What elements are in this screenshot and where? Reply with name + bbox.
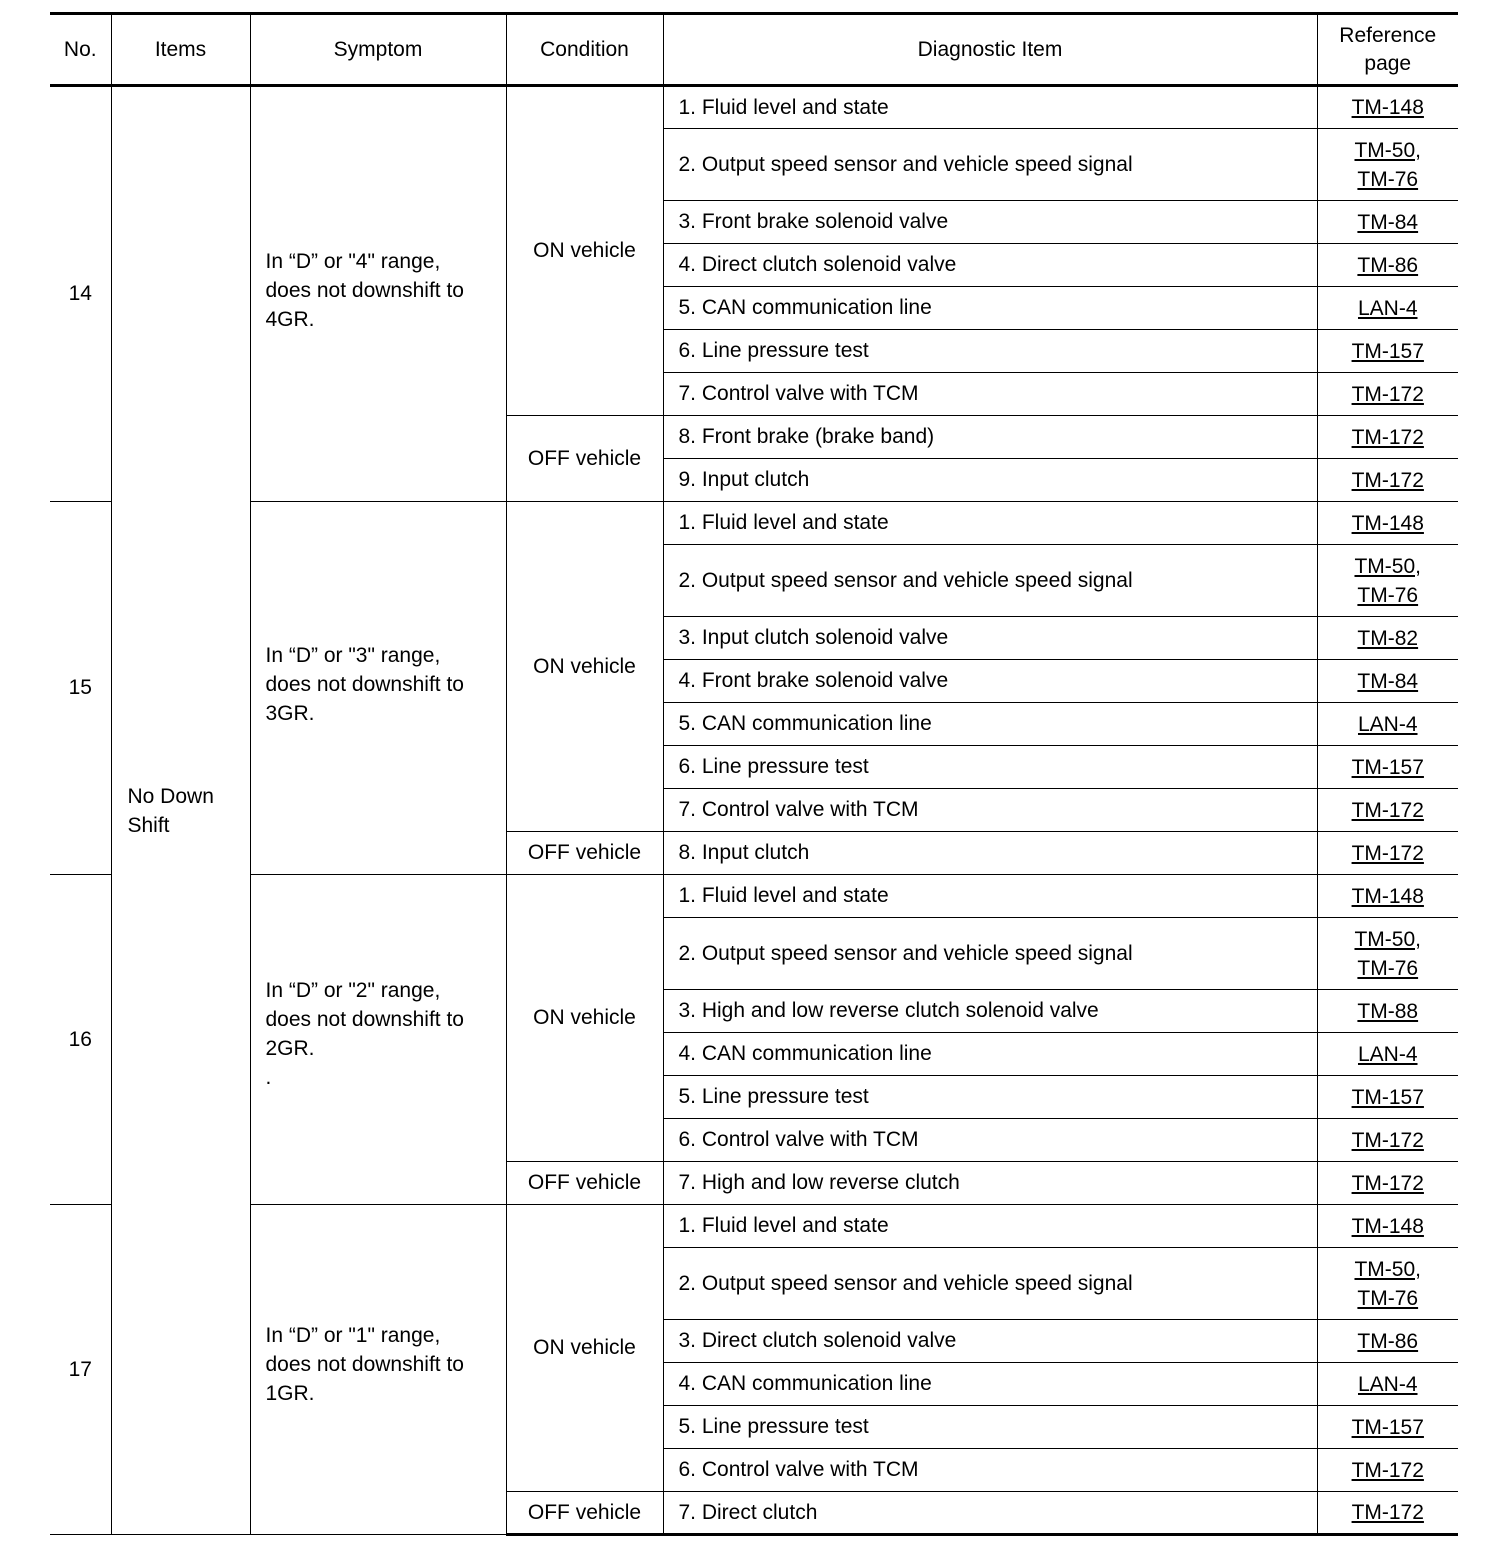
header-reference-page: Reference page — [1317, 14, 1458, 86]
reference-link[interactable]: TM-84 — [1357, 210, 1419, 234]
reference-cell — [1317, 746, 1458, 789]
diagnosis-table — [50, 12, 1458, 1536]
table-row — [50, 502, 1458, 545]
diagnostic-item: 7. High and low reverse clutch — [663, 1162, 1317, 1205]
diagnostic-item: 9. Input clutch — [663, 459, 1317, 502]
symptom-line: In “D” or "1" range, — [265, 1324, 441, 1347]
reference-cell — [1317, 459, 1458, 502]
item-number: 15 — [50, 502, 111, 875]
condition-on-vehicle: ON vehicle — [506, 1205, 663, 1492]
reference-cell — [1317, 1248, 1458, 1320]
diagnostic-item: 5. CAN communication line — [663, 287, 1317, 330]
reference-link[interactable]: TM-76 — [1357, 583, 1419, 607]
reference-link[interactable]: TM-50, — [1354, 554, 1421, 578]
diagnostic-item: 1. Fluid level and state — [663, 502, 1317, 545]
reference-link[interactable]: TM-172 — [1351, 841, 1424, 865]
reference-link[interactable]: TM-148 — [1351, 1214, 1424, 1238]
condition-off-vehicle: OFF vehicle — [506, 1492, 663, 1535]
reference-cell — [1317, 918, 1458, 990]
reference-link[interactable]: TM-76 — [1357, 1286, 1419, 1310]
diagnostic-item: 5. Line pressure test — [663, 1076, 1317, 1119]
reference-cell — [1317, 1406, 1458, 1449]
reference-link[interactable]: TM-172 — [1351, 382, 1424, 406]
item-number: 17 — [50, 1205, 111, 1535]
symptom-cell — [250, 86, 506, 502]
symptom-line: does not downshift to — [265, 1353, 464, 1376]
diagnostic-item: 2. Output speed sensor and vehicle speed signal — [663, 129, 1317, 201]
diagnostic-item: 4. Front brake solenoid valve — [663, 660, 1317, 703]
reference-cell — [1317, 1449, 1458, 1492]
reference-cell — [1317, 201, 1458, 244]
diagnostic-item: 5. CAN communication line — [663, 703, 1317, 746]
symptom-line: 4GR. — [265, 308, 315, 331]
reference-link[interactable]: LAN-4 — [1357, 712, 1418, 736]
reference-link[interactable]: TM-157 — [1351, 1085, 1424, 1109]
diagnostic-item: 1. Fluid level and state — [663, 875, 1317, 918]
reference-link[interactable]: TM-50, — [1354, 927, 1421, 951]
diagnostic-item: 8. Input clutch — [663, 832, 1317, 875]
reference-link[interactable]: TM-172 — [1351, 1171, 1424, 1195]
reference-cell — [1317, 1033, 1458, 1076]
reference-cell — [1317, 990, 1458, 1033]
reference-cell — [1317, 789, 1458, 832]
reference-link[interactable]: TM-84 — [1357, 669, 1419, 693]
diagnostic-item: 2. Output speed sensor and vehicle speed signal — [663, 545, 1317, 617]
reference-link[interactable]: TM-172 — [1351, 798, 1424, 822]
symptom-line: In “D” or "4" range, — [265, 250, 441, 273]
reference-cell — [1317, 244, 1458, 287]
reference-link[interactable]: LAN-4 — [1357, 296, 1418, 320]
reference-link[interactable]: TM-76 — [1357, 167, 1419, 191]
header-items: Items — [111, 14, 250, 86]
reference-cell — [1317, 660, 1458, 703]
diagnostic-item: 5. Line pressure test — [663, 1406, 1317, 1449]
reference-cell — [1317, 129, 1458, 201]
reference-cell — [1317, 1205, 1458, 1248]
header-symptom: Symptom — [250, 14, 506, 86]
reference-link[interactable]: TM-157 — [1351, 1415, 1424, 1439]
reference-cell — [1317, 416, 1458, 459]
reference-link[interactable]: TM-157 — [1351, 755, 1424, 779]
header-condition: Condition — [506, 14, 663, 86]
diagnostic-item: 8. Front brake (brake band) — [663, 416, 1317, 459]
table-row — [50, 86, 1458, 129]
item-number: 16 — [50, 875, 111, 1205]
condition-off-vehicle: OFF vehicle — [506, 832, 663, 875]
symptom-line: In “D” or "3" range, — [265, 644, 441, 667]
reference-link[interactable]: TM-172 — [1351, 1501, 1424, 1524]
diagnostic-item: 6. Line pressure test — [663, 746, 1317, 789]
symptom-cell — [250, 875, 506, 1205]
condition-on-vehicle: ON vehicle — [506, 86, 663, 416]
reference-cell — [1317, 86, 1458, 129]
reference-cell — [1317, 373, 1458, 416]
reference-link[interactable]: TM-172 — [1351, 1128, 1424, 1152]
items-label: No Down Shift — [127, 784, 214, 837]
reference-cell — [1317, 1320, 1458, 1363]
reference-cell — [1317, 502, 1458, 545]
symptom-line: . — [265, 1066, 272, 1089]
diagnostic-item: 4. Direct clutch solenoid valve — [663, 244, 1317, 287]
diagnostic-item: 3. Front brake solenoid valve — [663, 201, 1317, 244]
condition-off-vehicle: OFF vehicle — [506, 1162, 663, 1205]
condition-on-vehicle: ON vehicle — [506, 875, 663, 1162]
diagnostic-item: 7. Control valve with TCM — [663, 373, 1317, 416]
symptom-line: 2GR. — [265, 1037, 315, 1060]
reference-link[interactable]: LAN-4 — [1357, 1042, 1418, 1066]
symptom-line: 3GR. — [265, 702, 315, 725]
symptom-line: does not downshift to — [265, 279, 464, 302]
symptom-line: 1GR. — [265, 1382, 315, 1405]
condition-off-vehicle: OFF vehicle — [506, 416, 663, 502]
reference-link[interactable]: TM-88 — [1357, 999, 1419, 1023]
reference-link[interactable]: TM-86 — [1357, 1329, 1419, 1353]
table-row — [50, 1205, 1458, 1248]
header-diagnostic-item: Diagnostic Item — [663, 14, 1317, 86]
diagnostic-item: 2. Output speed sensor and vehicle speed signal — [663, 918, 1317, 990]
diagnostic-item: 3. Direct clutch solenoid valve — [663, 1320, 1317, 1363]
reference-cell — [1317, 1076, 1458, 1119]
reference-cell — [1317, 1492, 1458, 1535]
reference-cell — [1317, 1119, 1458, 1162]
diagnostic-item: 4. CAN communication line — [663, 1363, 1317, 1406]
diagnostic-item: 3. High and low reverse clutch solenoid valve — [663, 990, 1317, 1033]
diagnostic-item: 1. Fluid level and state — [663, 1205, 1317, 1248]
reference-cell — [1317, 703, 1458, 746]
reference-link[interactable]: TM-86 — [1357, 253, 1419, 277]
reference-link[interactable]: LAN-4 — [1357, 1372, 1418, 1396]
item-number: 14 — [50, 86, 111, 502]
reference-cell — [1317, 545, 1458, 617]
symptom-line: does not downshift to — [265, 1008, 464, 1031]
reference-cell — [1317, 617, 1458, 660]
reference-cell — [1317, 287, 1458, 330]
reference-link[interactable]: TM-172 — [1351, 1458, 1424, 1482]
diagnostic-item: 4. CAN communication line — [663, 1033, 1317, 1076]
header-no: No. — [50, 14, 111, 86]
reference-link[interactable]: TM-82 — [1357, 626, 1419, 650]
table-row — [50, 875, 1458, 918]
diagnostic-item: 6. Control valve with TCM — [663, 1449, 1317, 1492]
reference-link[interactable]: TM-148 — [1351, 884, 1424, 908]
diagnostic-item: 6. Control valve with TCM — [663, 1119, 1317, 1162]
diagnostic-item: 2. Output speed sensor and vehicle speed signal — [663, 1248, 1317, 1320]
diagnostic-item: 1. Fluid level and state — [663, 86, 1317, 129]
condition-on-vehicle: ON vehicle — [506, 502, 663, 832]
reference-cell — [1317, 1363, 1458, 1406]
reference-link[interactable]: TM-172 — [1351, 425, 1424, 449]
reference-link[interactable]: TM-148 — [1351, 511, 1424, 535]
reference-link[interactable]: TM-50, — [1354, 138, 1421, 162]
reference-link[interactable]: TM-50, — [1354, 1257, 1421, 1281]
diagnostic-item: 6. Line pressure test — [663, 330, 1317, 373]
symptom-line: does not downshift to — [265, 673, 464, 696]
diagnostic-item: 3. Input clutch solenoid valve — [663, 617, 1317, 660]
reference-link[interactable]: TM-172 — [1351, 468, 1424, 492]
diagnostic-item: 7. Direct clutch — [663, 1492, 1317, 1535]
reference-link[interactable]: TM-148 — [1351, 96, 1424, 119]
symptom-line: In “D” or "2" range, — [265, 979, 441, 1002]
diagnostic-item: 7. Control valve with TCM — [663, 789, 1317, 832]
symptom-cell — [250, 502, 506, 875]
items-cell — [111, 86, 250, 1535]
header-row — [50, 14, 1458, 86]
reference-link[interactable]: TM-76 — [1357, 956, 1419, 980]
reference-cell — [1317, 875, 1458, 918]
reference-cell — [1317, 1162, 1458, 1205]
symptom-cell — [250, 1205, 506, 1535]
reference-cell — [1317, 832, 1458, 875]
reference-cell — [1317, 330, 1458, 373]
reference-link[interactable]: TM-157 — [1351, 339, 1424, 363]
